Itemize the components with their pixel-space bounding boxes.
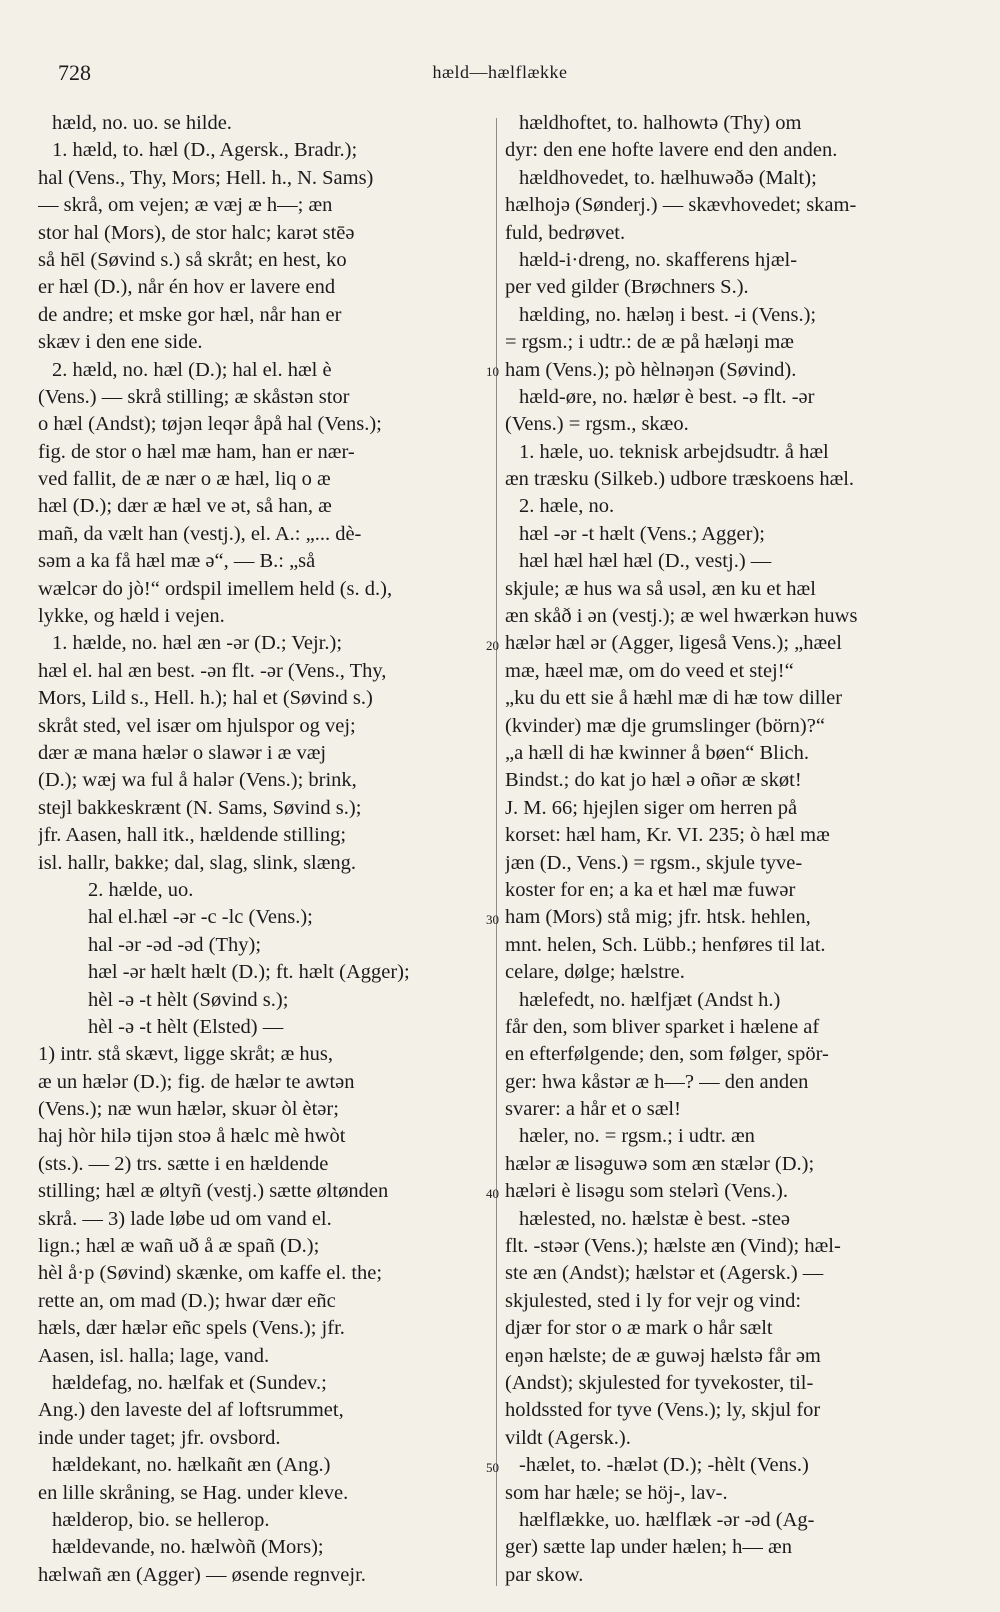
text-line: korset: hæl ham, Kr. VI. 235; ò hæl mæ bbox=[505, 824, 830, 847]
text-line: 2. hæle, no. bbox=[519, 495, 615, 518]
text-line: skjulested, sted i ly for vejr og vind: bbox=[505, 1289, 802, 1312]
text-line: rette an, om mad (D.); hwar dær eñc bbox=[38, 1289, 336, 1312]
text-line: hæler, no. = rgsm.; i udtr. æn bbox=[519, 1125, 755, 1148]
text-line: hældhovedet, to. hælhuwəðə (Malt); bbox=[519, 166, 817, 189]
text-line: o hæl (Andst); tøjən leqər åpå hal (Vens.); bbox=[38, 413, 382, 436]
text-line: som har hæle; se höj-, lav-. bbox=[505, 1481, 728, 1504]
text-line: hæl -ər hælt hælt (D.); ft. hælt (Agger); bbox=[88, 961, 410, 984]
text-line: haj hòr hilə tijən stoə å hælc mè hwòt bbox=[38, 1125, 346, 1148]
text-line: ham (Vens.); pò hèlnəŋən (Søvind). bbox=[505, 358, 797, 381]
text-line: mañ, da vælt han (vestj.), el. A.: „... dè- bbox=[38, 522, 362, 545]
left-column bbox=[38, 110, 490, 1589]
right-column bbox=[505, 110, 948, 1589]
text-line: hal -ər -əd -əd (Thy); bbox=[88, 933, 262, 956]
text-line: 1. hæle, uo. teknisk arbejdsudtr. å hæl bbox=[519, 440, 829, 463]
text-line: ste æn (Andst); hælstər et (Agersk.) — bbox=[505, 1262, 824, 1285]
text-line: hèl å·p (Søvind) skænke, om kaffe el. the; bbox=[38, 1262, 383, 1285]
text-line: 2. hæld, no. hæl (D.); hal el. hæl è bbox=[52, 358, 332, 381]
text-line: ham (Mors) stå mig; jfr. htsk. hehlen, bbox=[505, 906, 811, 929]
text-line: par skow. bbox=[505, 1563, 584, 1586]
text-line: = rgsm.; i udtr.: de æ på hæləŋi mæ bbox=[505, 331, 794, 354]
text-line: Mors, Lild s., Hell. h.); hal et (Søvind s.) bbox=[38, 687, 373, 710]
line-number: 30 bbox=[486, 911, 499, 927]
text-line: jfr. Aasen, hall itk., hældende stilling; bbox=[38, 824, 347, 847]
text-line: hæl -ər -t hælt (Vens.; Agger); bbox=[519, 522, 765, 545]
text-line: æn træsku (Silkeb.) udbore træskoens hæl. bbox=[505, 468, 855, 491]
text-line: eŋən hælste; de æ guwəj hælstə får əm bbox=[505, 1344, 821, 1367]
text-line: æ un hælər (D.); fig. de hælər te awtən bbox=[38, 1070, 355, 1093]
text-line: hæl (D.); dær æ hæl ve ət, så han, æ bbox=[38, 495, 332, 518]
text-line: hældekant, no. hælkañt æn (Ang.) bbox=[52, 1454, 331, 1477]
text-line: — skrå, om vejen; æ væj æ h—; æn bbox=[38, 194, 333, 217]
text-line: səm a ka få hæl mæ ə“, — B.: „så bbox=[38, 550, 316, 573]
text-line: hal el.hæl -ər -c -lc (Vens.); bbox=[88, 906, 313, 929]
text-line: ger: hwa kåstər æ h—? — den anden bbox=[505, 1070, 809, 1093]
text-line: hæld, no. uo. se hilde. bbox=[52, 112, 232, 134]
text-line: svarer: a hår et o sæl! bbox=[505, 1098, 681, 1121]
text-line: koster for en; a ka et hæl mæ fuwər bbox=[505, 878, 796, 901]
text-line: J. M. 66; hjejlen siger om herren på bbox=[505, 796, 798, 819]
text-line: de andre; et mske gor hæl, når han er bbox=[38, 303, 342, 326]
text-line: hæləri è lisəgu som stelərì (Vens.). bbox=[505, 1180, 788, 1203]
text-line: hèl -ə -t hèlt (Søvind s.); bbox=[88, 988, 289, 1011]
text-line: hælər æ lisəguwə som æn stælər (D.); bbox=[505, 1152, 815, 1175]
text-line: så hēl (Søvind s.) så skråt; en hest, ko bbox=[38, 248, 347, 271]
text-line: hældefag, no. hælfak et (Sundev.; bbox=[52, 1371, 327, 1394]
text-line: celare, dølge; hælstre. bbox=[505, 961, 685, 984]
text-line: mnt. helen, Sch. Lübb.; henføres til lat. bbox=[505, 933, 826, 956]
text-line: Ang.) den laveste del af loftsrummet, bbox=[38, 1399, 344, 1422]
text-line: Bindst.; do kat jo hæl ə oñər æ skøt! bbox=[505, 769, 802, 792]
text-line: -hælet, to. -hælət (D.); -hèlt (Vens.) bbox=[519, 1454, 809, 1477]
text-line: fuld, bedrøvet. bbox=[505, 221, 626, 244]
text-line: skjule; æ hus wa så usəl, æn ku et hæl bbox=[505, 577, 816, 600]
text-line: lykke, og hæld i vejen. bbox=[38, 605, 225, 628]
text-line: skæv i den ene side. bbox=[38, 331, 203, 354]
text-line: hælderop, bio. se hellerop. bbox=[52, 1508, 270, 1531]
text-line: (Vens.) = rgsm., skæo. bbox=[505, 413, 689, 436]
text-line: hælhojə (Sønderj.) — skævhovedet; skam- bbox=[505, 194, 857, 217]
text-line: hæls, dær hælər eñc spels (Vens.); jfr. bbox=[38, 1317, 345, 1340]
text-line: stor hal (Mors), de stor halc; karət stēə bbox=[38, 221, 355, 244]
text-line: hæl el. hal æn best. -ən flt. -ər (Vens., Thy, bbox=[38, 659, 387, 682]
text-line: hælefedt, no. hælfjæt (Andst h.) bbox=[519, 988, 781, 1011]
text-line: hælflække, uo. hælflæk -ər -əd (Ag- bbox=[519, 1508, 815, 1531]
line-number: 50 bbox=[486, 1459, 499, 1475]
page-number: 728 bbox=[58, 60, 91, 85]
text-line: (Vens.); næ wun hælər, skuər òl ètər; bbox=[38, 1098, 339, 1121]
text-line: ger) sætte lap under hælen; h— æn bbox=[505, 1536, 792, 1559]
text-line: dyr: den ene hofte lavere end den anden. bbox=[505, 139, 838, 162]
text-line: dær æ mana hælər o slawər i æ væj bbox=[38, 741, 327, 764]
text-line: hælər hæl ər (Agger, ligeså Vens.); „hæel bbox=[505, 632, 842, 655]
text-line: en efterfølgende; den, som følger, spör- bbox=[505, 1043, 829, 1066]
text-line: en lille skråning, se Hag. under kleve. bbox=[38, 1481, 349, 1504]
text-line: æn skåð i ən (vestj.); æ wel hwærkən huws bbox=[505, 605, 858, 628]
text-line: (D.); wæj wa ful å halər (Vens.); brink, bbox=[38, 769, 357, 792]
text-line: hæld-i·dreng, no. skafferens hjæl- bbox=[519, 248, 798, 271]
text-line: 1. hæld, to. hæl (D., Agersk., Bradr.); bbox=[52, 139, 358, 162]
text-line: „a hæll di hæ kwinner å bøen“ Blich. bbox=[505, 741, 810, 764]
text-line: (Andst); skjulested for tyvekoster, til- bbox=[505, 1371, 814, 1394]
line-number: 40 bbox=[486, 1185, 499, 1201]
text-line: „ku du ett sie å hæhl mæ di hæ tow diller bbox=[505, 687, 843, 710]
text-line: hælding, no. hæləŋ i best. -i (Vens.); bbox=[519, 303, 817, 326]
text-line: hèl -ə -t hèlt (Elsted) — bbox=[88, 1015, 284, 1038]
text-line: fig. de stor o hæl mæ ham, han er nær- bbox=[38, 440, 355, 463]
text-line: 2. hælde, uo. bbox=[88, 878, 194, 901]
text-line: hæl hæl hæl hæl (D., vestj.) — bbox=[519, 550, 772, 573]
text-line: 1. hælde, no. hæl æn -ər (D.; Vejr.); bbox=[52, 632, 343, 655]
text-line: skrå. — 3) lade løbe ud om vand el. bbox=[38, 1207, 332, 1230]
text-line: (sts.). — 2) trs. sætte i en hældende bbox=[38, 1152, 329, 1175]
text-line: (kvinder) mæ dje grumslinger (börn)?“ bbox=[505, 714, 825, 737]
text-line: 1) intr. stå skævt, ligge skråt; æ hus, bbox=[38, 1043, 333, 1066]
text-line: hælwañ æn (Agger) — øsende regnvejr. bbox=[38, 1563, 366, 1586]
text-line: hælested, no. hælstæ è best. -steə bbox=[519, 1207, 791, 1230]
line-number: 10 bbox=[486, 363, 499, 379]
text-line: isl. hallr, bakke; dal, slag, slink, slæng. bbox=[38, 851, 357, 874]
text-line: stejl bakkeskrænt (N. Sams, Søvind s.); bbox=[38, 796, 362, 819]
text-line: wælcər do jò!“ ordspil imellem held (s. d.), bbox=[38, 577, 393, 600]
text-line: jæn (D., Vens.) = rgsm., skjule tyve- bbox=[505, 851, 803, 874]
text-line: lign.; hæl æ wañ uð å æ spañ (D.); bbox=[38, 1235, 320, 1258]
text-line: Aasen, isl. halla; lage, vand. bbox=[38, 1344, 270, 1367]
text-line: vildt (Agersk.). bbox=[505, 1426, 631, 1449]
column-divider bbox=[496, 118, 497, 1586]
text-line: (Vens.) — skrå stilling; æ skåstən stor bbox=[38, 385, 350, 408]
text-line: får den, som bliver sparket i hælene af bbox=[505, 1015, 820, 1038]
text-line: hældhoftet, to. halhowtə (Thy) om bbox=[519, 112, 802, 134]
running-head: hæld—hælflække bbox=[432, 62, 568, 82]
text-line: mæ, hæel mæ, om do veed et stej!“ bbox=[505, 659, 794, 682]
text-line: per ved gilder (Brøchners S.). bbox=[505, 276, 749, 299]
text-line: ved fallit, de æ nær o æ hæl, liq o æ bbox=[38, 468, 331, 491]
text-line: flt. -stəər (Vens.); hælste æn (Vind); hæl- bbox=[505, 1235, 841, 1258]
text-line: hæld-øre, no. hælør è best. -ə flt. -ər bbox=[519, 385, 815, 408]
text-line: inde under taget; jfr. ovsbord. bbox=[38, 1426, 281, 1449]
text-line: stilling; hæl æ øltyñ (vestj.) sætte øltønden bbox=[38, 1180, 389, 1203]
text-line: hal (Vens., Thy, Mors; Hell. h., N. Sams) bbox=[38, 166, 374, 189]
text-line: holdssted for tyve (Vens.); ly, skjul for bbox=[505, 1399, 821, 1422]
text-line: skråt sted, vel især om hjulspor og vej; bbox=[38, 714, 356, 737]
text-line: er hæl (D.), når én hov er lavere end bbox=[38, 276, 336, 299]
text-line: djær for stor o æ mark o hår sælt bbox=[505, 1317, 773, 1340]
text-line: hældevande, no. hælwòñ (Mors); bbox=[52, 1536, 324, 1559]
line-number: 20 bbox=[486, 637, 499, 653]
